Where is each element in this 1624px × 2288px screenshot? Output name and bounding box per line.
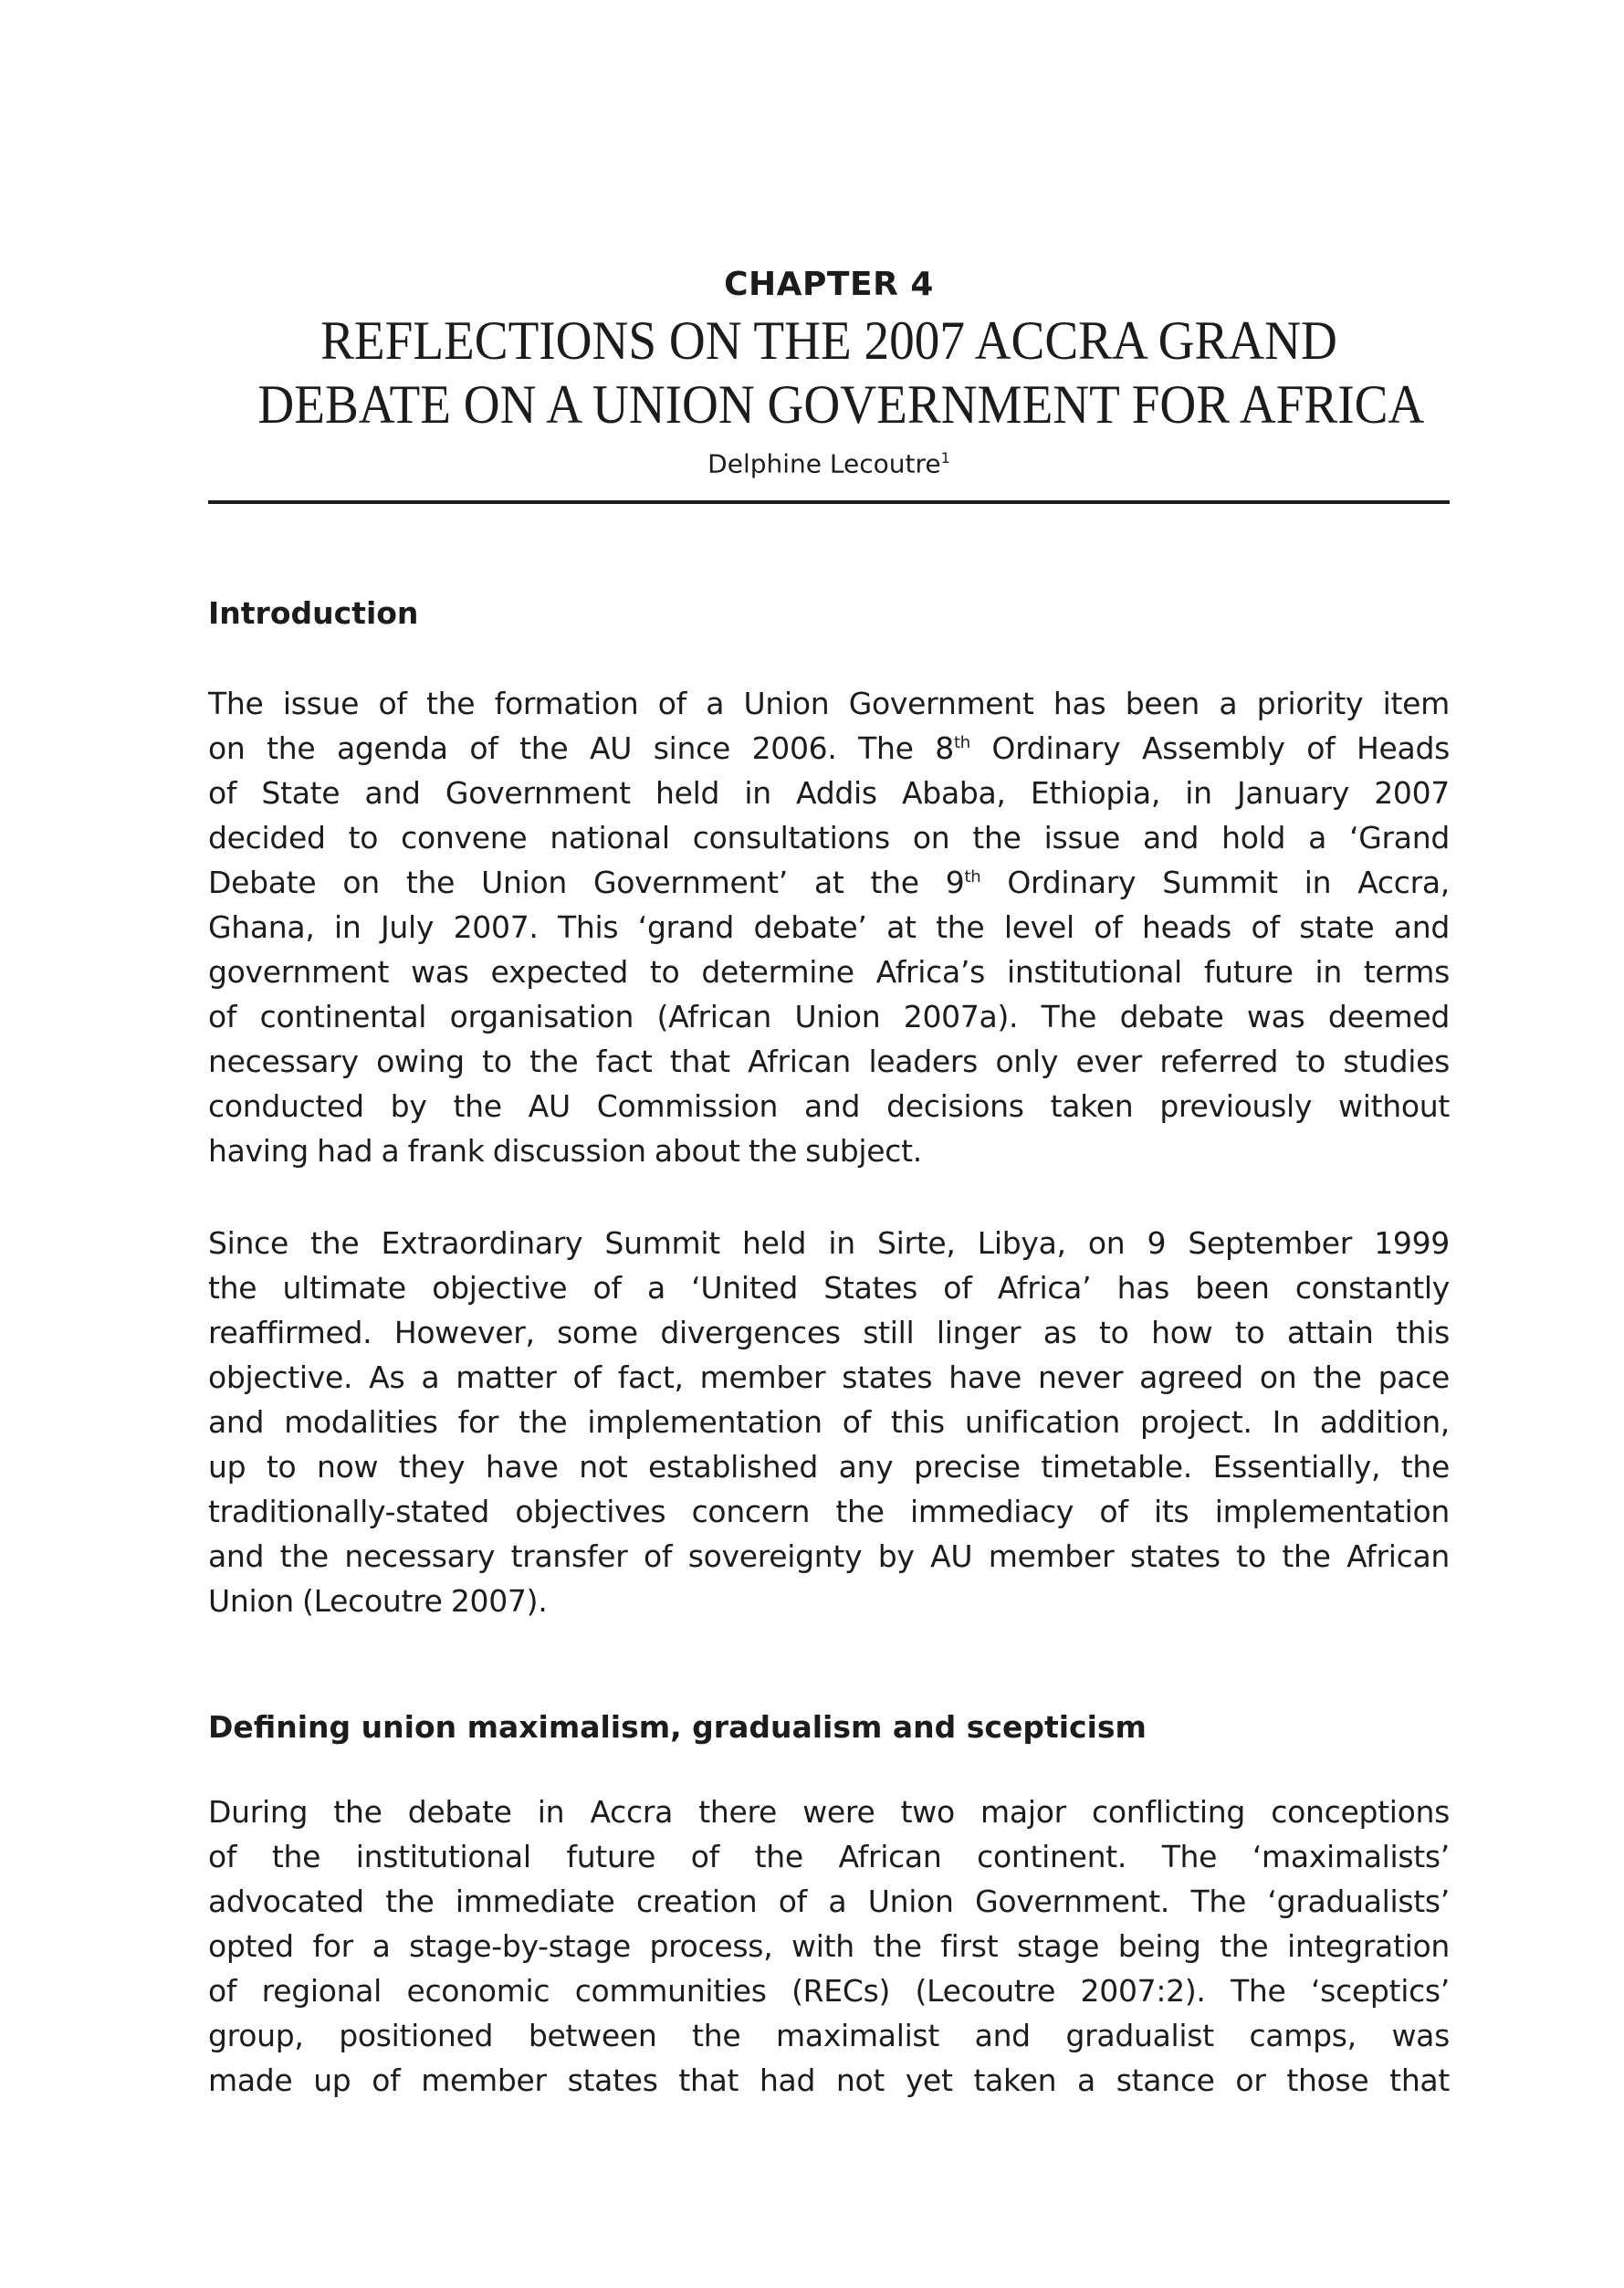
text-line: of the institutional future of the African continent. The ‘maximalists’ [208, 1839, 1450, 1875]
text-line: The issue of the formation of a Union Government has been a priority item [208, 686, 1450, 722]
text-line: having had a frank discussion about the subject. [208, 1133, 922, 1170]
author-footnote-marker[interactable]: 1 [940, 449, 950, 467]
text-line: and the necessary transfer of sovereignty by AU member states to the African [208, 1538, 1450, 1575]
text-line: necessary owing to the fact that African leaders only ever referred to studies [208, 1044, 1450, 1080]
text-line: and modalities for the implementation of this unification project. In addition, [208, 1404, 1450, 1441]
author-name: Delphine Lecoutre [707, 448, 941, 479]
text-line: up to now they have not established any precise timetable. Essentially, the [208, 1449, 1450, 1485]
chapter-title-line-2: DEBATE ON A UNION GOVERNMENT FOR AFRICA [257, 374, 1425, 435]
section-heading-defining: Defining union maximalism, gradualism and scepticism [208, 1709, 1147, 1746]
document-page [208, 265, 1450, 2103]
text-line: on the agenda of the AU since 2006. The 8th Ordinary Assembly of Heads [208, 730, 1451, 767]
text-line: group, positioned between the maximalist and gradualist camps, was [208, 2018, 1450, 2054]
text-line: of State and Government held in Addis Ababa, Ethiopia, in January 2007 [208, 775, 1450, 812]
intro-paragraph-2 [208, 1221, 1450, 1623]
text-line: reaffirmed. However, some divergences still linger as to how to attain this [208, 1315, 1450, 1351]
text-line: opted for a stage-by-stage process, with the first stage being the integration [208, 1928, 1450, 1965]
defining-paragraph-1 [208, 1789, 1450, 2103]
text-line: conducted by the AU Commission and decisions taken previously without [208, 1088, 1450, 1125]
superscript-ordinal: th [953, 733, 970, 753]
chapter-label: CHAPTER 4 [724, 266, 934, 303]
text-line: objective. As a matter of fact, member states have never agreed on the pace [208, 1359, 1450, 1396]
title-divider [208, 500, 1450, 504]
text-line: Union (Lecoutre 2007). [208, 1583, 548, 1620]
text-line: Ghana, in July 2007. This ‘grand debate’ at the level of heads of state and [208, 909, 1450, 946]
text-line: decided to convene national consultations on the issue and hold a ‘Grand [208, 820, 1450, 856]
section-heading-introduction: Introduction [208, 595, 419, 632]
text-line: of regional economic communities (RECs) (Lecoutre 2007:2). The ‘sceptics’ [208, 1973, 1450, 2010]
text-line: advocated the immediate creation of a Union Government. The ‘gradualists’ [208, 1884, 1450, 1920]
text-line: traditionally-stated objectives concern the immediacy of its implementation [208, 1494, 1450, 1530]
text-line: made up of member states that had not yet taken a stance or those that [208, 2062, 1450, 2099]
superscript-ordinal: th [964, 867, 981, 887]
text-line: government was expected to determine Africa’s institutional future in terms [208, 954, 1450, 991]
text-line: Debate on the Union Government’ at the 9th Ordinary Summit in Accra, [208, 865, 1450, 901]
chapter-title [257, 309, 1425, 436]
chapter-title-line-1: REFLECTIONS ON THE 2007 ACCRA GRAND [320, 310, 1337, 371]
text-line: the ultimate objective of a ‘United States of Africa’ has been constantly [208, 1270, 1450, 1307]
intro-paragraph-1 [208, 681, 1450, 1173]
text-line: of continental organisation (African Union 2007a). The debate was deemed [208, 999, 1450, 1035]
author-line [208, 442, 1450, 480]
text-line: During the debate in Accra there were two major conflicting conceptions [208, 1794, 1450, 1831]
text-line: Since the Extraordinary Summit held in Sirte, Libya, on 9 September 1999 [208, 1225, 1450, 1262]
